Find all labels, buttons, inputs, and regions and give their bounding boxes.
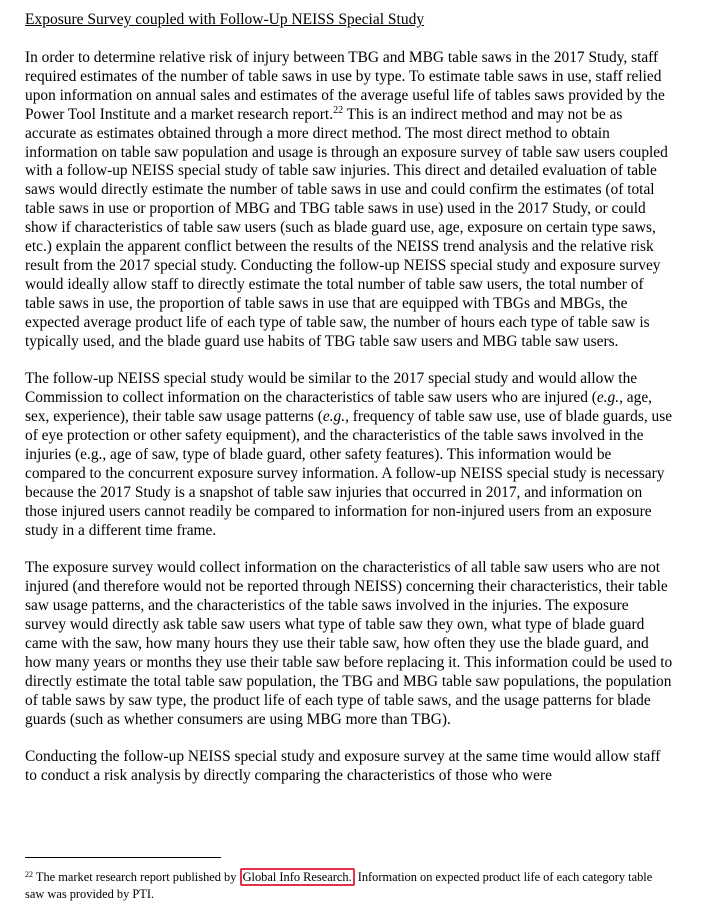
- paragraph-2-eg-2: e.g.: [322, 408, 346, 426]
- footnote: [25, 866, 673, 903]
- footnote-number: 22: [25, 870, 33, 879]
- footnote-reference[interactable]: 22: [333, 104, 344, 116]
- footnote-divider: [25, 857, 221, 858]
- paragraph-2-eg-1: e.g.: [596, 389, 620, 407]
- paragraph-2-text-c: , frequency of table saw use, use of blade guards, use of eye protection or other safety equipment), and the characteristics of the table saws involved in the injuries (e.g., age of saw, type of blade guard, other safety features). This information would be compared to the concurrent exposure survey information. A follow-up NEISS special study is necessary because the 2017 Study is a snapshot of table saw injuries that occurred in 2017, and information on those injured users cannot readily be compared to information for non-injured users from an exposure study in a different time frame.: [25, 408, 673, 539]
- paragraph-2-text-a: The follow-up NEISS special study would be similar to the 2017 special study and would allow the Commission to collect information on the characteristics of table saw users who are injured (: [25, 370, 638, 407]
- footnote-text-b: Information on expected product life of each category table saw was provided by PTI.: [25, 870, 653, 901]
- document-page: [25, 10, 673, 805]
- paragraph-2: [25, 370, 673, 540]
- paragraph-1-text-a: In order to determine relative risk of injury between TBG and MBG table saws in the 2017 Study, staff required estimates of the number of table saws in use by type. To estimate table saws in use, staff relied upon information on annual sales and estimates of the average useful life of tables saws provided by the Power Tool Institute and a market research report.: [25, 49, 665, 123]
- paragraph-3: The exposure survey would collect information on the characteristics of all table saw users who are not injured (and therefore would not be reported through NEISS) concerning their characteristics, their table saw usage patterns, and the characteristics of the table saws involved in the injuries. The exposure survey would directly ask table saw users what type of table saw they own, what type of blade guard came with the saw, how many hours they use their table saw, how often they use the blade guard, and how many years or months they use their table saw before replacing it. This information could be used to directly estimate the total table saw population, the TBG and MBG table saw populations, the population of table saws by saw type, the product life of each type of table saws, and the usage patterns for blade guards (such as whether consumers are using MBG more than TBG).: [25, 559, 673, 728]
- paragraph-1: [25, 49, 673, 352]
- highlighted-source-link[interactable]: Global Info Research.: [240, 868, 355, 886]
- paragraph-2-text-b: , age, sex, experience), their table saw usage patterns (: [25, 389, 652, 426]
- paragraph-1-text-b: This is an indirect method and may not be as accurate as estimates obtained through a more direct method. The most direct method to obtain information on table saw population and usage is through an exposure survey of table saw users coupled with a follow-up NEISS special study of table saw injuries. This direct and detailed evaluation of table saws would directly estimate the number of table saws in use and could confirm the estimates (of total table saws in use or proportion of MBG and TBG table saws in use) used in the 2017 Study, or could show if characteristics of table saw users (such as blade guard use, age, exposure on certain type saws, etc.) explain the apparent conflict between the results of the NEISS trend analysis and the relative risk result from the 2017 special study. Conducting the follow-up NEISS special study and exposure survey would ideally allow staff to directly estimate the total number of table saw users, the total number of table saws in use, the proportion of table saws in use that are equipped with TBGs and MBGs, the expected average product life of each type of table saw, the number of hours each type of table saw is typically used, and the blade guard use habits of TBG table saw users and MBG table saw users.: [25, 105, 668, 350]
- paragraph-4: Conducting the follow-up NEISS special study and exposure survey at the same time would allow staff to conduct a risk analysis by directly comparing the characteristics of those who were: [25, 748, 661, 785]
- section-heading: Exposure Survey coupled with Follow-Up NEISS Special Study: [25, 11, 425, 28]
- footnote-text-a: The market research report published by: [33, 870, 240, 884]
